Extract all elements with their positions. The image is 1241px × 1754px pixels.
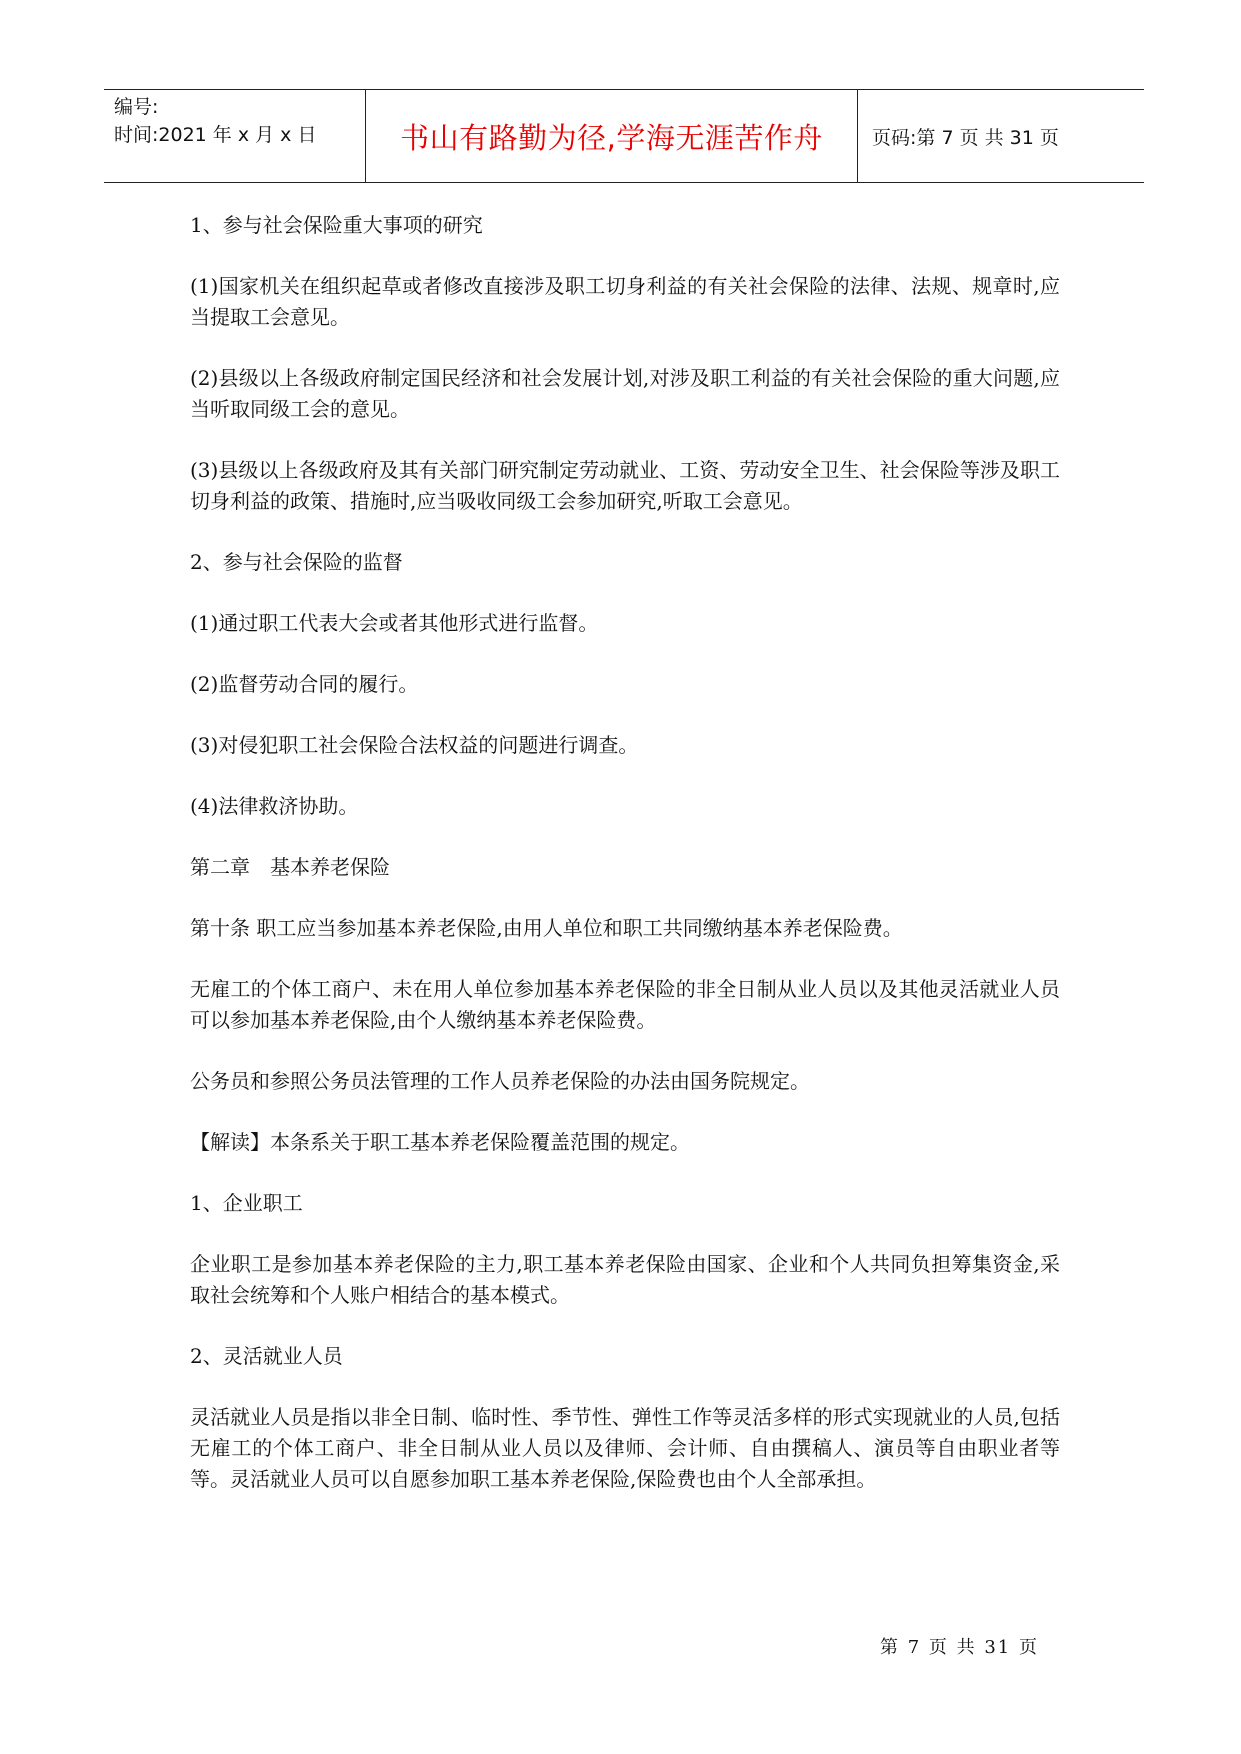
paragraph: (4)法律救济协助。 [190, 794, 359, 818]
document-number-label: 编号: [114, 96, 159, 118]
page-footer: 第 7 页 共 31 页 [880, 1637, 1039, 1658]
paragraph: (2)监督劳动合同的履行。 [190, 672, 419, 696]
paragraph: 【解读】本条系关于职工基本养老保险覆盖范围的规定。 [190, 1130, 690, 1154]
paragraph: 无雇工的个体工商户、未在用人单位参加基本养老保险的非全日制从业人员以及其他灵活就业人员可以参加基本养老保险,由个人缴纳基本养老保险费。 [190, 977, 1060, 1032]
document-time-label: 时间:2021 年 x 月 x 日 [114, 124, 317, 146]
header-page-info: 页码:第 7 页 共 31 页 [872, 126, 1059, 149]
paragraph: 2、参与社会保险的监督 [190, 550, 403, 574]
paragraph: 企业职工是参加基本养老保险的主力,职工基本养老保险由国家、企业和个人共同负担筹集资金,采取社会统筹和个人账户相结合的基本模式。 [190, 1252, 1060, 1307]
page-header [104, 89, 1144, 183]
paragraph: 公务员和参照公务员法管理的工作人员养老保险的办法由国务院规定。 [190, 1069, 810, 1093]
header-motto: 书山有路勤为径,学海无涯苦作舟 [366, 90, 858, 182]
document-body [190, 210, 1060, 1525]
paragraph: 灵活就业人员是指以非全日制、临时性、季节性、弹性工作等灵活多样的形式实现就业的人员,包括无雇工的个体工商户、非全日制从业人员以及律师、会计师、自由撰稿人、演员等自由职业者等等。灵活就业人员可以自愿参加职工基本养老保险,保险费也由个人全部承担。 [190, 1405, 1060, 1491]
paragraph: 2、灵活就业人员 [190, 1344, 343, 1368]
header-meta [104, 90, 366, 182]
chapter-heading: 第二章 基本养老保险 [190, 855, 390, 879]
paragraph: (1)通过职工代表大会或者其他形式进行监督。 [190, 611, 599, 635]
paragraph: (3)县级以上各级政府及其有关部门研究制定劳动就业、工资、劳动安全卫生、社会保险等涉及职工切身利益的政策、措施时,应当吸收同级工会参加研究,听取工会意见。 [190, 458, 1060, 513]
paragraph: (1)国家机关在组织起草或者修改直接涉及职工切身利益的有关社会保险的法律、法规、规章时,应当提取工会意见。 [190, 274, 1060, 329]
paragraph: (3)对侵犯职工社会保险合法权益的问题进行调查。 [190, 733, 639, 757]
paragraph: 第十条 职工应当参加基本养老保险,由用人单位和职工共同缴纳基本养老保险费。 [190, 916, 903, 940]
paragraph: (2)县级以上各级政府制定国民经济和社会发展计划,对涉及职工利益的有关社会保险的重大问题,应当听取同级工会的意见。 [190, 366, 1060, 421]
paragraph: 1、参与社会保险重大事项的研究 [190, 213, 483, 237]
paragraph: 1、企业职工 [190, 1191, 303, 1215]
